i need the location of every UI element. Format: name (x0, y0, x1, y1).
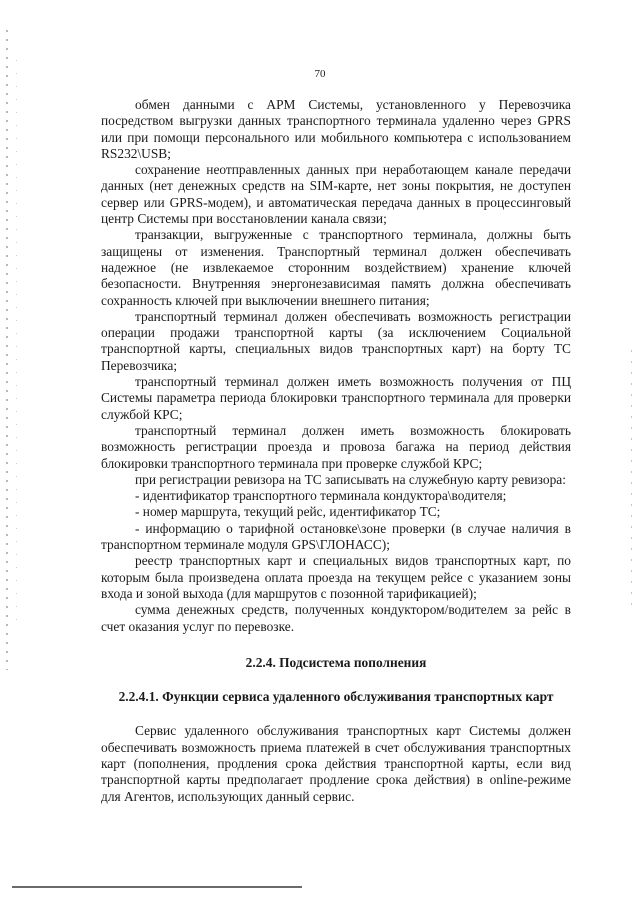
paragraph: транспортный терминал должен иметь возможность блокировать возможность регистрации проезда и провоза багажа на период действия блокировки транспортного терминала при проверке службой КРС; (101, 422, 571, 471)
paragraph: обмен данными с АРМ Системы, установленного у Перевозчика посредством выгрузки данных транспортного терминала удаленно через GPRS или при помощи персонального или мобильного компьютера с использованием RS232\USB; (101, 97, 571, 161)
subsection-heading: 2.2.4.1. Функции сервиса удаленного обслуживания транспортных карт (118, 689, 554, 705)
list-item: - информацию о тарифной остановке\зоне проверки (в случае наличия в транспортном терминале модуля GPS\ГЛОНАСС); (101, 520, 571, 553)
paragraph: при регистрации ревизора на ТС записывать на служебную карту ревизора: (135, 471, 566, 487)
paragraph: транзакции, выгруженные с транспортного терминала, должны быть защищены от изменения. Транспортный терминал должен обеспечивать надежное (не извлекаемое сторонним воздействием) хранение ключей безопасности. Внутренняя энергонезависимая память должна обеспечивать сохранность ключей при выключении внешнего питания; (101, 227, 571, 308)
paragraph: транспортный терминал должен иметь возможность получения от ПЦ Системы параметра периода блокировки транспортного терминала для проверки службой КРС; (101, 374, 571, 422)
page-number: 70 (314, 68, 326, 80)
section-heading: 2.2.4. Подсистема пополнения (245, 654, 427, 670)
paragraph: транспортный терминал должен обеспечивать возможность регистрации операции продажи транспортной карты (за исключением Социальной транспортной карты, специальных видов транспортных карт) на борту ТС Перевозчика; (101, 308, 571, 373)
list-item: - идентификатор транспортного терминала кондуктора\водителя; (135, 488, 507, 504)
scan-artifact-right (631, 350, 632, 610)
paragraph: Сервис удаленного обслуживания транспортных карт Системы должен обеспечивать возможность приема платежей в счет обслуживания транспортных карт (пополнения, продления срока действия транспортной карты, если вид транспортной карты предполагает продление срока действия) в online-режиме для Агентов, использующих данный сервис. (101, 723, 571, 804)
scan-artifact-bottom-line (12, 886, 302, 888)
paragraph: сумма денежных средств, полученных кондуктором/водителем за рейс в счет оказания услуг по перевозке. (101, 602, 571, 634)
scan-artifact-left-inner (16, 60, 17, 620)
paragraph: реестр транспортных карт и специальных видов транспортных карт, по которым была произведена оплата проезда на текущем рейсе с указанием зоны входа и зоной выхода (для маршрутов с позонной тарификацией); (101, 553, 571, 601)
scan-artifact-left (6, 30, 8, 670)
document-body (101, 97, 571, 805)
list-item: - номер маршрута, текущий рейс, идентификатор ТС; (135, 504, 441, 520)
paragraph: сохранение неотправленных данных при неработающем канале передачи данных (нет денежных средств на SIM-карте, нет зоны покрытия, не доступен сервер или GPRS-модем), и автоматическая передача данных в процессинговый центр Системы при восстановлении канала связи; (101, 162, 571, 227)
